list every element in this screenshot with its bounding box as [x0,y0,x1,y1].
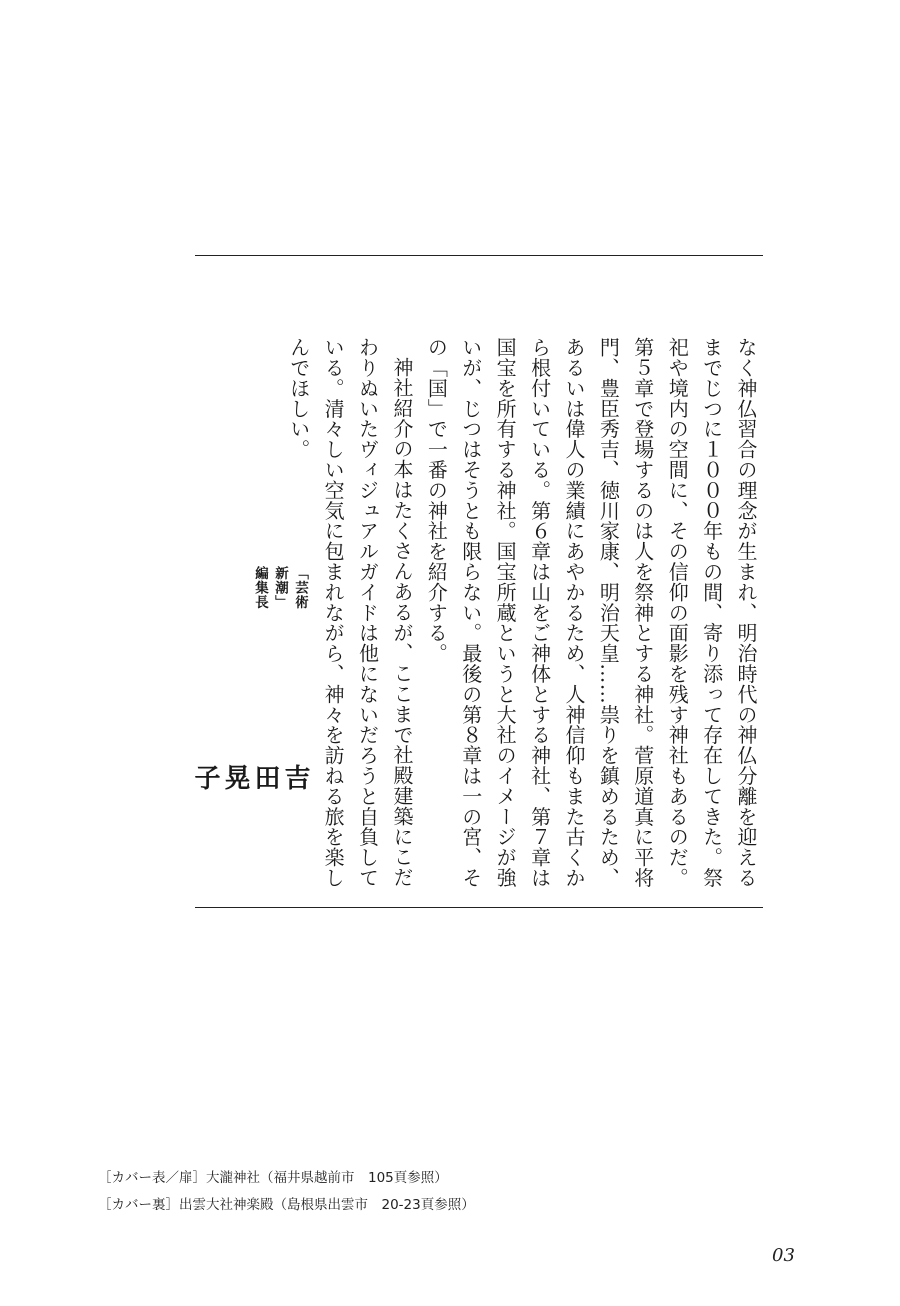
top-divider-rule [195,255,763,256]
author-role: 「芸術新潮」編集長 [252,566,308,610]
author-byline [190,566,310,806]
cover-credits [98,1165,475,1219]
author-name: 吉田晃子 [190,764,310,793]
cover-credit-back: ［カバー裏］出雲大社神楽殿（島根県出雲市 20-23頁参照） [98,1197,475,1213]
essay-body [281,337,763,897]
page-number: 03 [772,1245,795,1266]
essay-paragraph-1: なく神仏習合の理念が生まれ、明治時代の神仏分離を迎えるまでじつに１０００年もの間、寄り添って存在してきた。祭祀や境内の空間に、その信仰の面影を残す神社もあるのだ。第５章で登場するのは人を祭神とする神社。菅原道真に平将門、豊臣秀吉、徳川家康、明治天皇……祟りを鎮めるため、あるいは偉人の業績にあやかるため、人神信仰もまた古くから根付いている。第６章は山をご神体とする神社、第７章は国宝を所有する神社。国宝所蔵というと大社のイメージが強いが、じつはそうとも限らない。最後の第８章は一の宮、その「国」で一番の神社を紹介する。 [424,337,758,888]
bottom-divider-rule [195,907,763,908]
essay-paragraph-2: 神社紹介の本はたくさんあるが、ここまで社殿建築にこだわりぬいたヴィジュアルガイドは他にないだろうと自負している。清々しい空気に包まれながら、神々を訪ねる旅を楽しんでほしい。 [286,337,414,888]
cover-credit-front: ［カバー表／扉］大瀧神社（福井県越前市 105頁参照） [98,1170,448,1186]
